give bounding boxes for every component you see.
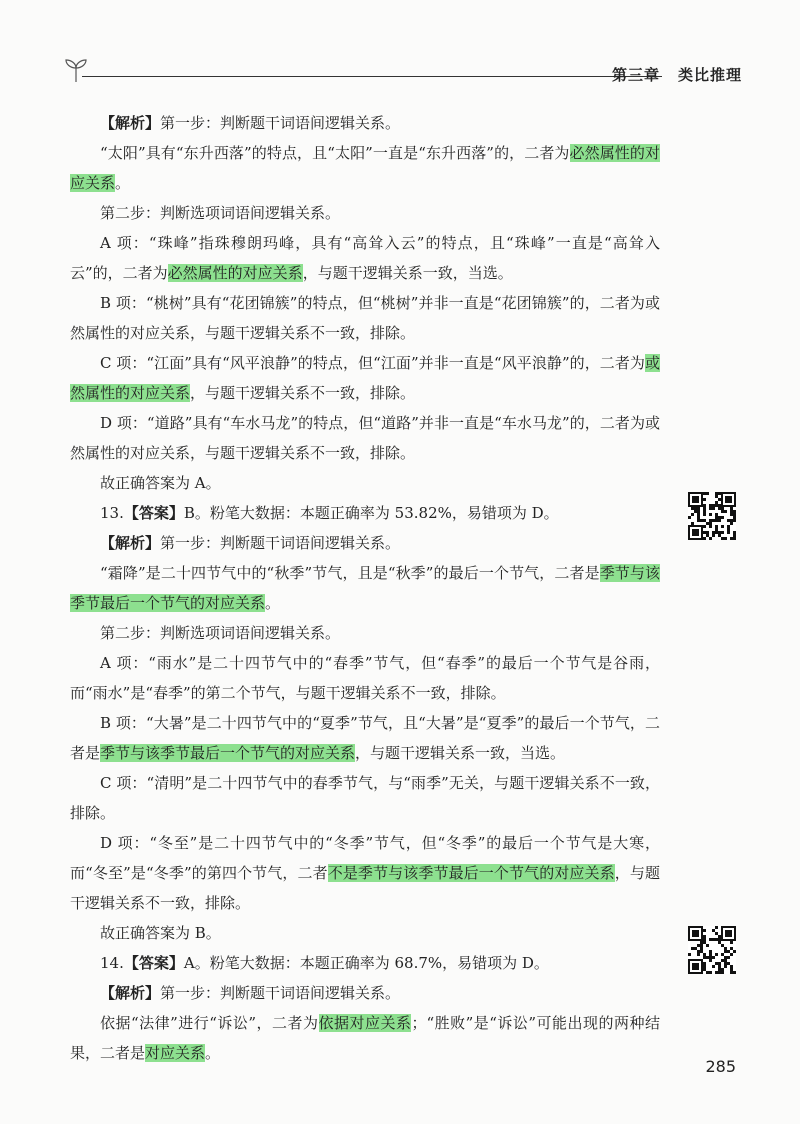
highlighted-phrase: 或然属性的对应关系 [70, 354, 660, 402]
highlighted-phrase: 必然属性的对应关系 [70, 144, 660, 192]
paragraph [70, 1008, 660, 1068]
paragraph [70, 408, 660, 468]
sprout-icon [62, 56, 90, 84]
text-run: ，与题干逻辑关系不一致，排除。 [70, 864, 660, 912]
text-run: D 项：“道路”具有“车水马龙”的特点，但“道路”并非一直是“车水马龙”的，二者为或然属性的对应关系，与题干逻辑关系不一致，排除。 [70, 414, 660, 462]
text-run: B 项：“桃树”具有“花团锦簇”的特点，但“桃树”并非一直是“花团锦簇”的，二者为或然属性的对应关系，与题干逻辑关系不一致，排除。 [70, 294, 660, 342]
text-run: ，与题干逻辑关系一致，当选。 [302, 264, 513, 282]
highlighted-phrase: 对应关系 [145, 1044, 206, 1062]
paragraph [70, 228, 660, 288]
text-run: 第二步：判断选项词语间逻辑关系。 [100, 204, 341, 222]
text-run: A 项：“珠峰”指珠穆朗玛峰，具有“高耸入云”的特点，且“珠峰”一直是“高耸入云”的，二者为 [70, 234, 660, 282]
text-run: D 项：“冬至”是二十四节气中的“冬季”节气，但“冬季”的最后一个节气是大寒，而“冬至”是“冬季”的第四个节气，二者 [70, 834, 660, 882]
text-run: ；“胜败”是“诉讼”可能出现的两种结果，二者是 [70, 1014, 660, 1062]
paragraph [70, 618, 660, 648]
paragraph [70, 198, 660, 228]
page-header [62, 56, 742, 96]
highlighted-phrase: 不是季节与该季节最后一个节气的对应关系 [327, 864, 615, 882]
text-run: 故正确答案为 A。 [100, 474, 221, 492]
paragraph [70, 468, 660, 498]
paragraph [70, 648, 660, 708]
chapter-title: 类比推理 [677, 66, 742, 84]
text-run: “霜降”是二十四节气中的“秋季”节气，且是“秋季”的最后一个节气，二者是 [100, 564, 600, 582]
section-tag: 【解析】 [100, 984, 161, 1002]
page-body [70, 108, 660, 1068]
text-run: A 项：“雨水”是二十四节气中的“春季”节气，但“春季”的最后一个节气是谷雨，而“雨水”是“春季”的第二个节气，与题干逻辑关系不一致，排除。 [70, 654, 660, 702]
text-run: 第一步：判断题干词语间逻辑关系。 [160, 114, 401, 132]
paragraph [70, 498, 660, 528]
text-run: 13. [100, 504, 124, 522]
text-run: ，与题干逻辑关系一致，当选。 [355, 744, 566, 762]
text-run: B 项：“大暑”是二十四节气中的“夏季”节气，且“大暑”是“夏季”的最后一个节气，二者是 [70, 714, 660, 762]
qr-code-icon [688, 492, 736, 540]
text-run: 依据“法律”进行“诉讼”，二者为 [100, 1014, 319, 1032]
text-run: 第一步：判断题干词语间逻辑关系。 [160, 534, 401, 552]
page-number: 285 [705, 1057, 736, 1076]
paragraph [70, 708, 660, 768]
highlighted-phrase: 必然属性的对应关系 [167, 264, 303, 282]
paragraph [70, 138, 660, 198]
text-run: B。粉笔大数据：本题正确率为 53.82%，易错项为 D。 [183, 504, 559, 522]
paragraph [70, 948, 660, 978]
chapter-heading [612, 64, 742, 85]
text-run: A。粉笔大数据：本题正确率为 68.7%，易错项为 D。 [183, 954, 549, 972]
paragraph [70, 768, 660, 828]
text-run: 。 [265, 594, 281, 612]
highlighted-phrase: 依据对应关系 [318, 1014, 412, 1032]
highlighted-phrase: 季节与该季节最后一个节气的对应关系 [70, 564, 660, 612]
text-run: 。 [115, 174, 131, 192]
paragraph [70, 978, 660, 1008]
text-run: C 项：“清明”是二十四节气中的春季节气，与“雨季”无关，与题干逻辑关系不一致，排除。 [70, 774, 660, 822]
paragraph [70, 558, 660, 618]
section-tag: 【解析】 [100, 534, 161, 552]
qr-code-icon [688, 926, 736, 974]
paragraph [70, 828, 660, 918]
chapter-number: 第三章 [611, 66, 660, 84]
paragraph [70, 348, 660, 408]
text-run: ，与题干逻辑关系不一致，排除。 [190, 384, 416, 402]
text-run: 第一步：判断题干词语间逻辑关系。 [160, 984, 401, 1002]
text-run: 第二步：判断选项词语间逻辑关系。 [100, 624, 341, 642]
text-run: “太阳”具有“东升西落”的特点，且“太阳”一直是“东升西落”的，二者为 [100, 144, 570, 162]
highlighted-phrase: 季节与该季节最后一个节气的对应关系 [100, 744, 356, 762]
paragraph [70, 108, 660, 138]
text-run: 。 [205, 1044, 221, 1062]
header-rule [82, 76, 662, 77]
section-tag: 【答案】 [123, 504, 184, 522]
paragraph [70, 918, 660, 948]
section-tag: 【答案】 [123, 954, 184, 972]
section-tag: 【解析】 [100, 114, 161, 132]
text-run: 14. [100, 954, 124, 972]
paragraph [70, 288, 660, 348]
text-run: 故正确答案为 B。 [100, 924, 221, 942]
paragraph [70, 528, 660, 558]
text-run: C 项：“江面”具有“风平浪静”的特点，但“江面”并非一直是“风平浪静”的，二者为 [100, 354, 645, 372]
